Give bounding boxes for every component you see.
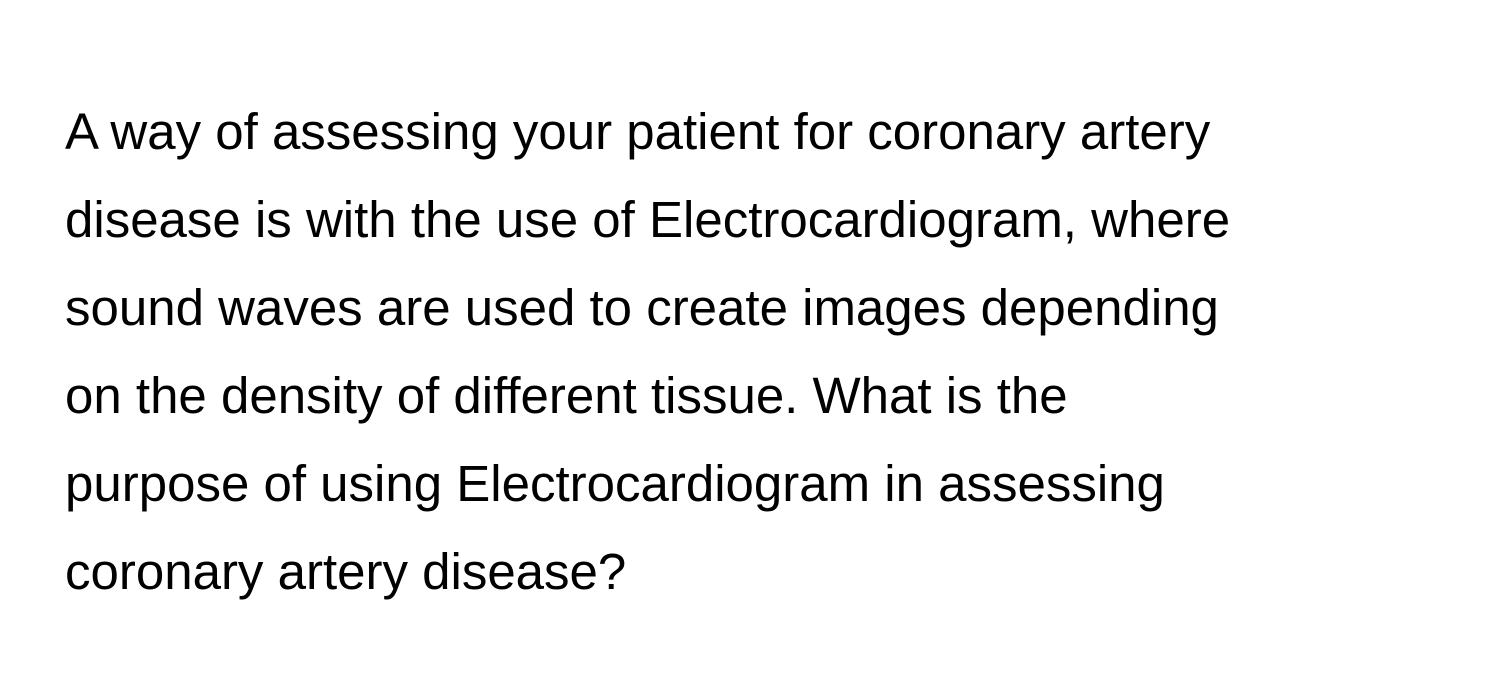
question-line-3: sound waves are used to create images depending (65, 279, 1219, 336)
question-line-4: on the density of different tissue. What is the (65, 367, 1068, 424)
question-line-2: disease is with the use of Electrocardiogram, where (65, 191, 1231, 248)
question-line-1: A way of assessing your patient for coronary artery (65, 103, 1211, 160)
question-line-6: coronary artery disease? (65, 543, 627, 600)
question-line-5: purpose of using Electrocardiogram in assessing (65, 455, 1165, 512)
question-text (65, 88, 1445, 616)
